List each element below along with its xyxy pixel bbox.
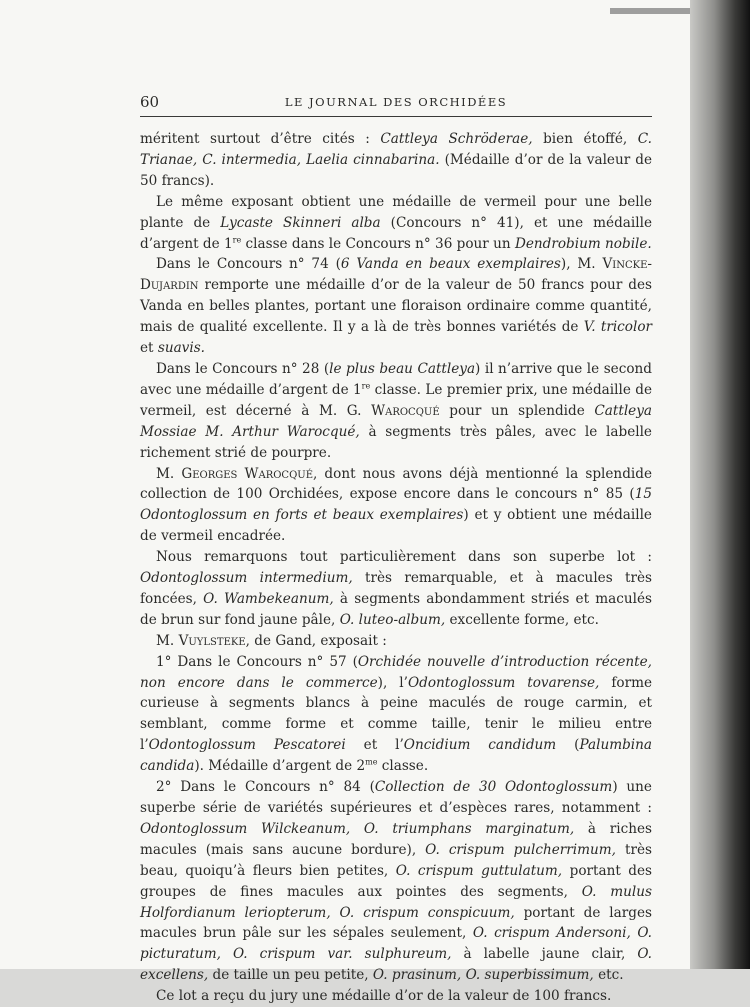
italic-text: 15 Odontoglossum en forts et beaux exemplaires <box>140 486 652 524</box>
text-run: et <box>140 340 158 357</box>
text-run: à labelle jaune clair, <box>451 946 638 963</box>
paragraph <box>140 129 652 192</box>
italic-text: 6 Vanda en beaux exemplaires <box>340 256 561 273</box>
italic-text: O. crispum Andersoni, O. picturatum, O. crispum var. sulphureum, <box>140 925 652 963</box>
italic-text: Cattleya Mossiae M. Arthur Warocqué, <box>140 402 653 440</box>
italic-text: suavis. <box>157 340 206 357</box>
italic-text: Palumbina candida <box>140 737 652 775</box>
text-run: ) il n’arrive que le second avec une médaille d’argent de 1 <box>140 360 652 398</box>
text-run: à segments abondamment striés et maculés de brun sur fond jaune pâle, <box>140 590 652 628</box>
text-run: ), l’ <box>377 674 408 691</box>
text-run: M. <box>156 632 179 649</box>
text-run: classe dans le Concours n° 36 pour un <box>241 235 515 252</box>
text-run: , de Gand, exposait : <box>245 632 387 649</box>
text-run: ) une superbe série de variétés supérieures et d’espèces rares, notamment : <box>140 779 652 816</box>
text-run: forme curieuse à segments blancs à peine maculés de rouge carmin, et semblant, comme forme et comme taille, tenir le milieu entre l’ <box>140 674 652 754</box>
text-run: très beau, quoiqu’à fleurs bien petites, <box>140 841 652 879</box>
text-run: Dans le Concours n° 74 ( <box>156 256 341 273</box>
italic-text: Lycaste Skinneri alba <box>220 214 381 231</box>
text-run: remporte une médaille d’or de la valeur de 50 francs pour des Vanda en belles plantes, portant une floraison ordinaire comme quantité, mais de qualité excellente. Il y a là de très bonnes variétés de <box>140 277 652 336</box>
header-rule <box>140 116 652 117</box>
italic-text: O. crispum guttulatum, <box>395 862 563 879</box>
superscript: re <box>361 381 371 391</box>
italic-text: O. prasinum, O. superbissimum, <box>372 967 594 984</box>
text-run: ), M. <box>560 256 603 273</box>
text-run: Dans le Concours n° 28 ( <box>156 360 330 377</box>
paragraph <box>140 254 652 359</box>
paragraph <box>140 986 652 1007</box>
italic-text: Odontoglossum Wilckeanum, O. triumphans marginatum, <box>140 820 575 837</box>
italic-text: C. Trianae, C. intermedia, Laelia cinnabarina. <box>140 131 652 168</box>
italic-text: Odontoglossum tovarense, <box>407 674 600 691</box>
article-body <box>140 129 652 1007</box>
italic-text: Orchidée nouvelle d’introduction récente, non encore dans le commerce <box>140 653 652 691</box>
text-run: portant de larges macules brun pâle sur les sépales seulement, <box>140 904 652 942</box>
name-small-caps: Warocqué <box>371 402 440 419</box>
text-run: à riches macules (mais sans aucune bordure), <box>140 820 652 858</box>
binding-shadow <box>690 0 750 969</box>
italic-text: Collection de 30 Odontoglossum <box>374 779 613 796</box>
paragraph <box>140 777 652 986</box>
text-run: , dont nous avons déjà mentionné la splendide collection de 100 Orchidées, expose encore dans le concours n° 85 ( <box>140 465 652 503</box>
name-small-caps: Georges Warocqué <box>181 465 313 482</box>
italic-text: V. tricolor <box>583 319 653 336</box>
name-small-caps: Vuylsteke <box>178 632 246 649</box>
text-run: excellente forme, etc. <box>445 611 599 628</box>
text-run: pour un splendide <box>439 402 595 419</box>
text-run: Ce lot a reçu du jury une médaille d’or de la valeur de 100 francs. <box>156 988 612 1005</box>
text-run: (Concours n° 41), et une médaille d’argent de 1 <box>140 214 652 252</box>
text-run: M. <box>156 465 182 482</box>
italic-text: Dendrobium nobile. <box>514 235 652 252</box>
superscript: re <box>232 235 242 244</box>
italic-text: O. mulus Holfordianum leriopterum, O. crispum conspicuum, <box>140 883 652 921</box>
text-run: de taille un peu petite, <box>208 967 373 984</box>
italic-text: le plus beau Cattleya <box>329 360 476 377</box>
text-run: portant des groupes de fines macules aux pointes des segments, <box>140 862 652 900</box>
text-run: Le même exposant obtient une médaille de vermeil pour une belle plante de <box>140 193 652 231</box>
running-title: LE JOURNAL DES ORCHIDÉES <box>284 95 508 109</box>
paragraph <box>140 631 652 652</box>
text-run: classe. Le premier prix, une médaille de vermeil, est décerné à M. G. <box>140 381 652 419</box>
superscript: me <box>365 757 378 767</box>
paragraph <box>140 652 652 777</box>
name-small-caps: Vincke-Dujardin <box>140 256 652 294</box>
page-number: 60 <box>140 93 160 111</box>
text-run: à segments très pâles, avec le labelle richement strié de pourpre. <box>140 423 652 461</box>
paragraph <box>140 464 652 548</box>
italic-text: O. Wambekeanum, <box>203 590 334 607</box>
page-header <box>140 92 652 118</box>
paragraph <box>140 192 652 255</box>
italic-text: Odontoglossum Pescatorei <box>148 737 346 754</box>
text-run: (Médaille d’or de la valeur de 50 francs). <box>140 151 652 189</box>
text-run: méritent surtout d’être cités : <box>140 131 381 147</box>
text-run: et l’ <box>345 737 404 754</box>
text-run: ). Médaille d’argent de 2 <box>194 758 366 775</box>
text-run: classe. <box>377 758 429 775</box>
text-run: ) et y obtient une médaille de vermeil encadrée. <box>140 507 652 545</box>
text-run: etc. <box>593 967 624 984</box>
italic-text: Odontoglossum intermedium, <box>140 570 353 587</box>
text-run: 2° Dans le Concours n° 84 ( <box>156 779 375 796</box>
text-run: ( <box>556 737 580 754</box>
paragraph <box>140 547 652 631</box>
text-run: très remarquable, et à macules très foncées, <box>140 570 652 607</box>
italic-text: Oncidium candidum <box>403 737 557 754</box>
text-run: 1° Dans le Concours n° 57 ( <box>156 653 358 670</box>
italic-text: O. excellens, <box>140 946 652 984</box>
text-run: bien étoffé, <box>532 131 638 147</box>
italic-text: Cattleya Schröderae, <box>380 131 533 147</box>
text-run: Nous remarquons tout particulièrement dans son superbe lot : <box>156 549 652 566</box>
italic-text: O. luteo-album, <box>339 611 446 628</box>
paragraph <box>140 359 652 464</box>
italic-text: O. crispum pulcherrimum, <box>425 841 617 858</box>
